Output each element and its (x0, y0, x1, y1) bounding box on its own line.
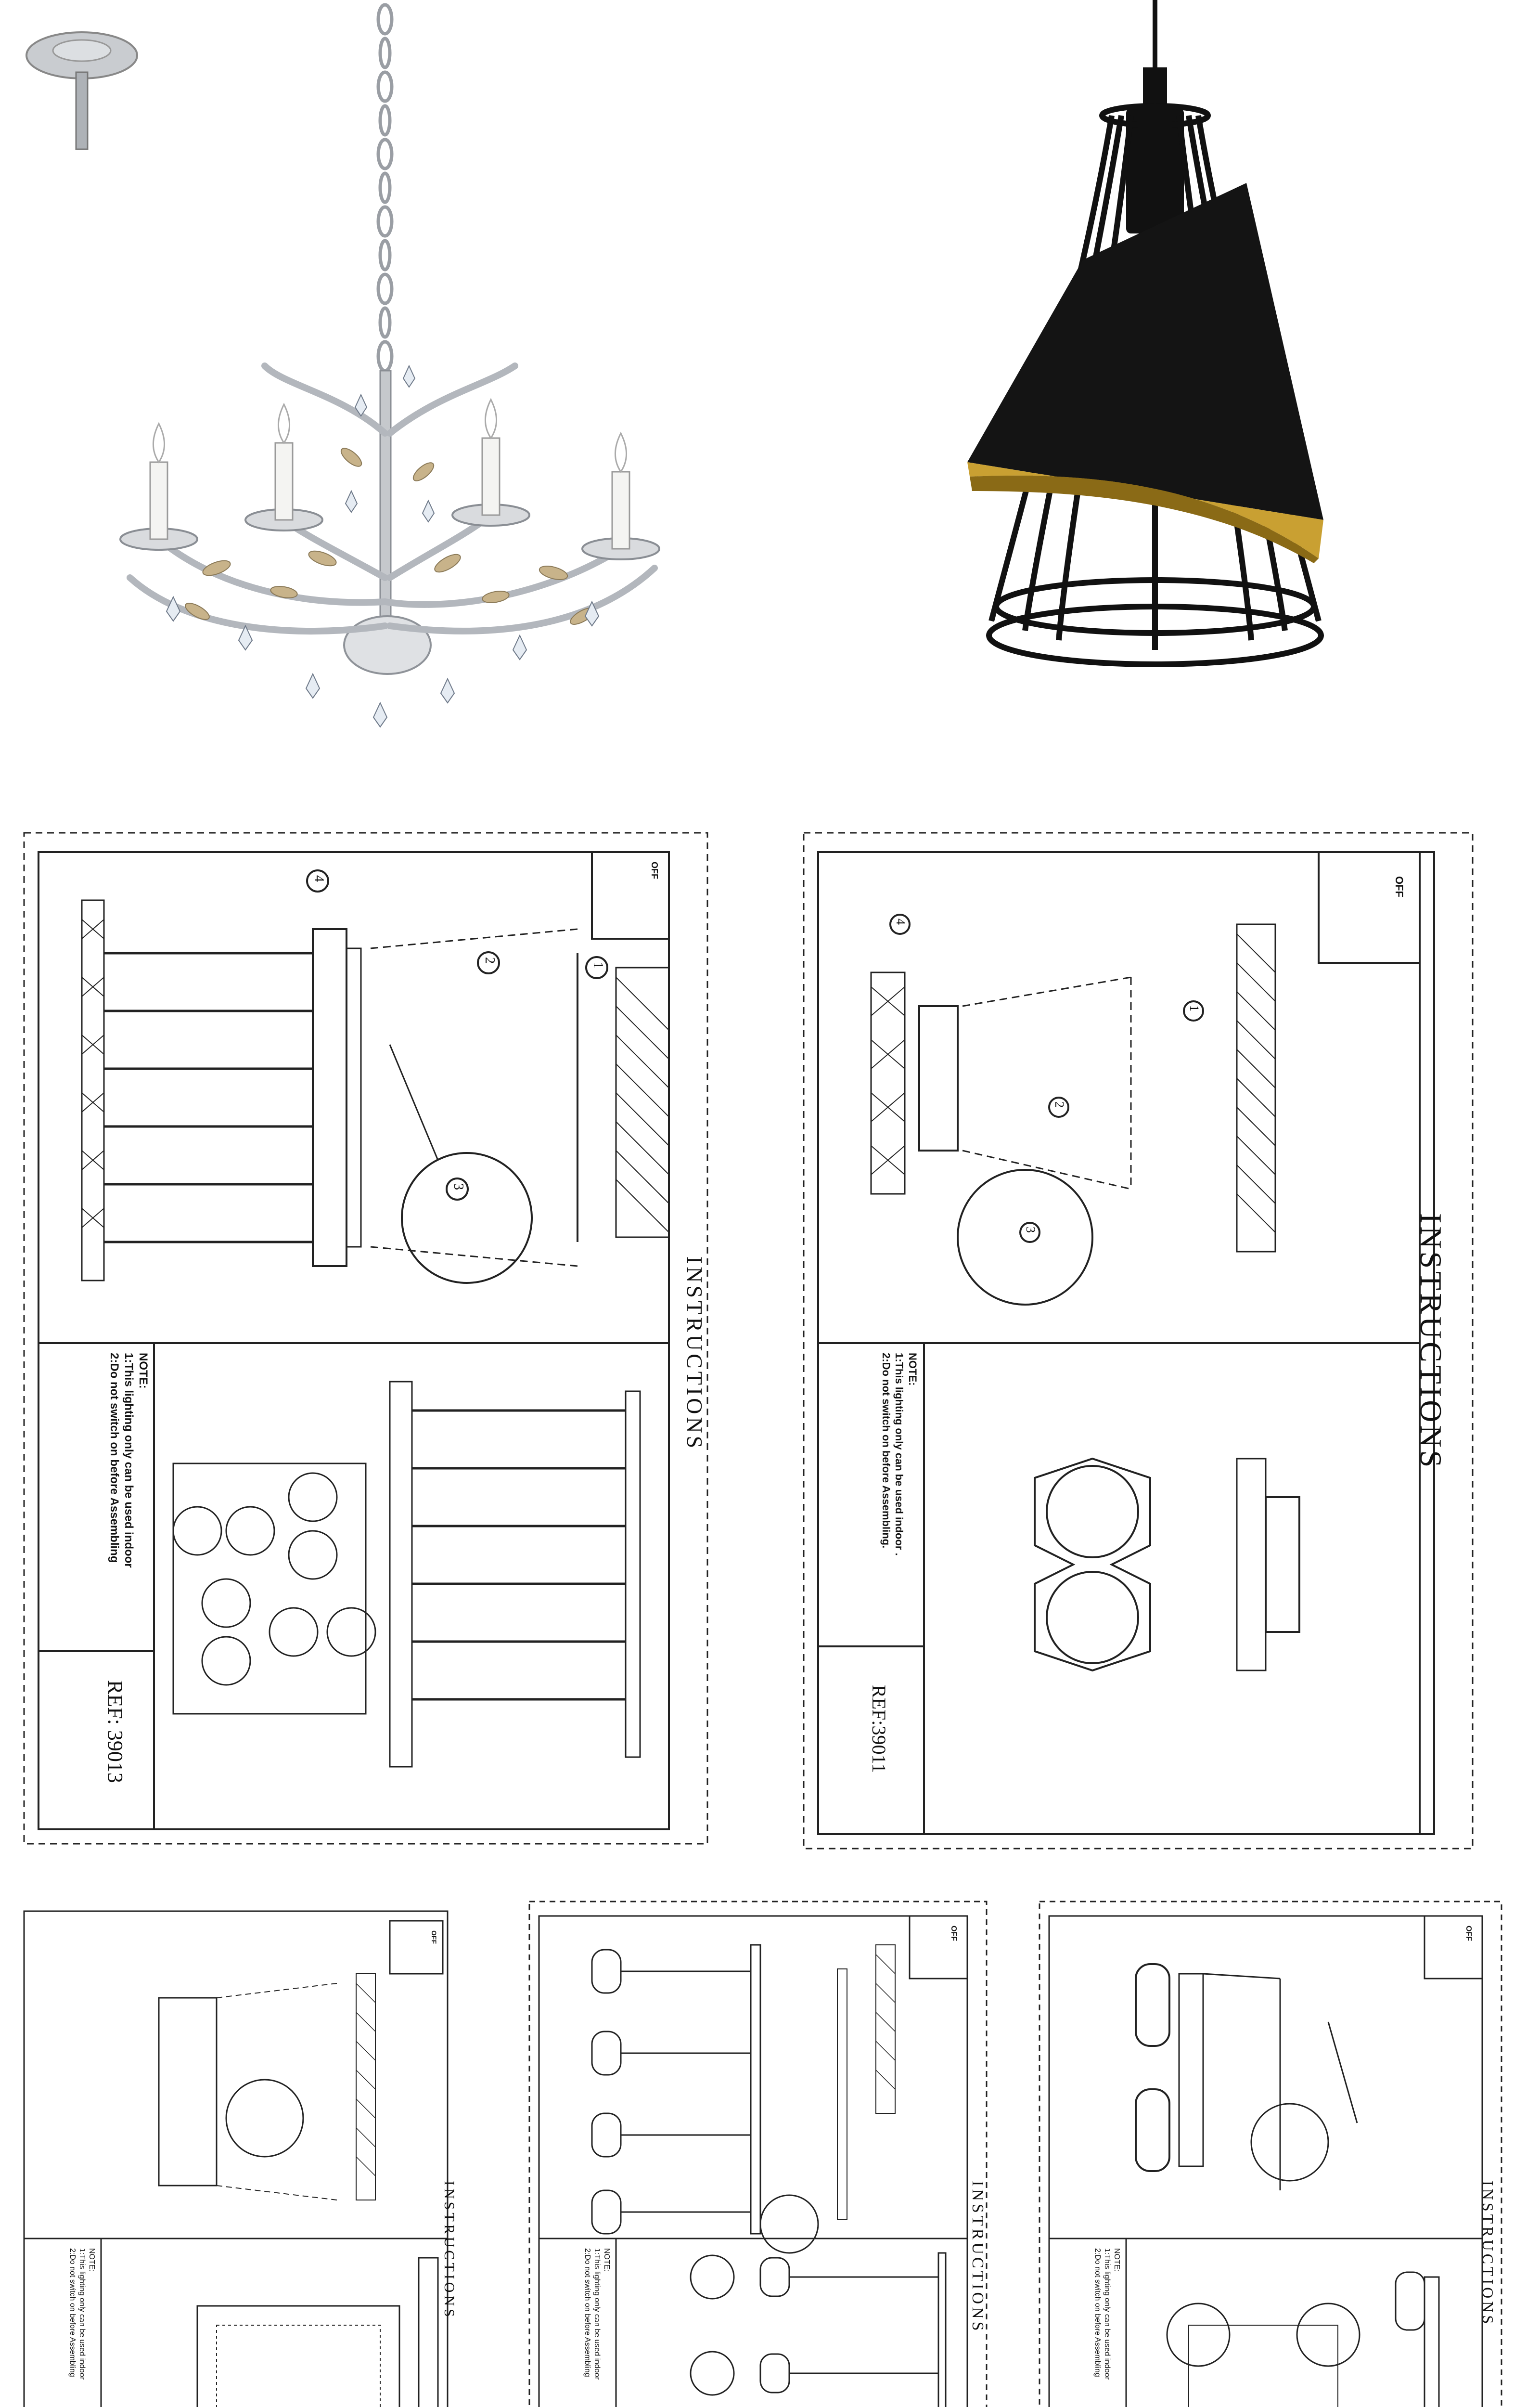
off-label: OFF (950, 1926, 958, 1941)
step-4-label: 4 (894, 919, 908, 925)
note-line-2: 2:Do not switch on before Assembling (108, 1353, 121, 1563)
off-label: OFF (1464, 1926, 1473, 1941)
off-label: OFF (1393, 876, 1405, 897)
note-line-2: 2:Do not switch on before Assembling (583, 2248, 591, 2377)
note-block (107, 1353, 150, 1568)
step-3-label: 3 (1024, 1227, 1038, 1233)
instruction-sheet-39009 (1040, 1902, 1502, 2407)
note-line-2: 2:Do not switch on before Assembling (1093, 2248, 1102, 2377)
step-1-label: 1 (590, 962, 605, 969)
step-1-label: 1 (1187, 1005, 1201, 1011)
note-block (1092, 2248, 1121, 2380)
sheet-title: INSTRUCTIONS (1414, 1213, 1448, 1471)
sheet-title: INSTRUCTIONS (969, 2181, 987, 2334)
instruction-sheet-39016 (24, 1911, 457, 2407)
note-block (67, 2248, 96, 2380)
note-line-1: 1:This lighting only can be used indoor (593, 2248, 601, 2380)
note-heading: NOTE: (907, 1353, 919, 1386)
note-heading: NOTE: (1113, 2248, 1121, 2272)
cage-pendant-photo (938, 0, 1372, 693)
note-line-2: 2:Do not switch on before Assembling (68, 2248, 77, 2377)
step-2-label: 2 (1052, 1101, 1066, 1108)
note-heading: NOTE: (88, 2248, 96, 2272)
note-line-2: 2:Do not switch on before Assembling. (880, 1353, 892, 1549)
note-line-1: 1:This lighting only can be used indoor (122, 1353, 135, 1568)
note-block (582, 2248, 611, 2380)
ref-number: REF:39011 (868, 1685, 890, 1773)
instruction-sheet-39007 (529, 1902, 987, 2407)
note-line-1: 1:This lighting only can be used indoor . (893, 1353, 906, 1556)
instruction-sheet-39013 (24, 833, 707, 1844)
instruction-sheet-39011 (804, 833, 1473, 1849)
off-label: OFF (650, 862, 659, 879)
note-line-1: 1:This lighting only can be used indoor (1103, 2248, 1111, 2380)
sheet-title: INSTRUCTIONS (1479, 2181, 1497, 2327)
chandelier-photo (14, 0, 688, 761)
note-line-1: 1:This lighting only can be used indoor (78, 2248, 86, 2380)
sheet-title: INSTRUCTIONS (682, 1256, 707, 1451)
off-label: OFF (430, 1930, 438, 1944)
ref-number: REF: 39013 (103, 1680, 127, 1783)
note-block (880, 1353, 920, 1556)
step-2-label: 2 (482, 957, 497, 964)
sheet-title: INSTRUCTIONS (441, 2181, 457, 2320)
note-heading: NOTE: (603, 2248, 611, 2272)
step-4-label: 4 (311, 875, 326, 882)
step-3-label: 3 (451, 1183, 466, 1190)
note-heading: NOTE: (137, 1353, 150, 1389)
